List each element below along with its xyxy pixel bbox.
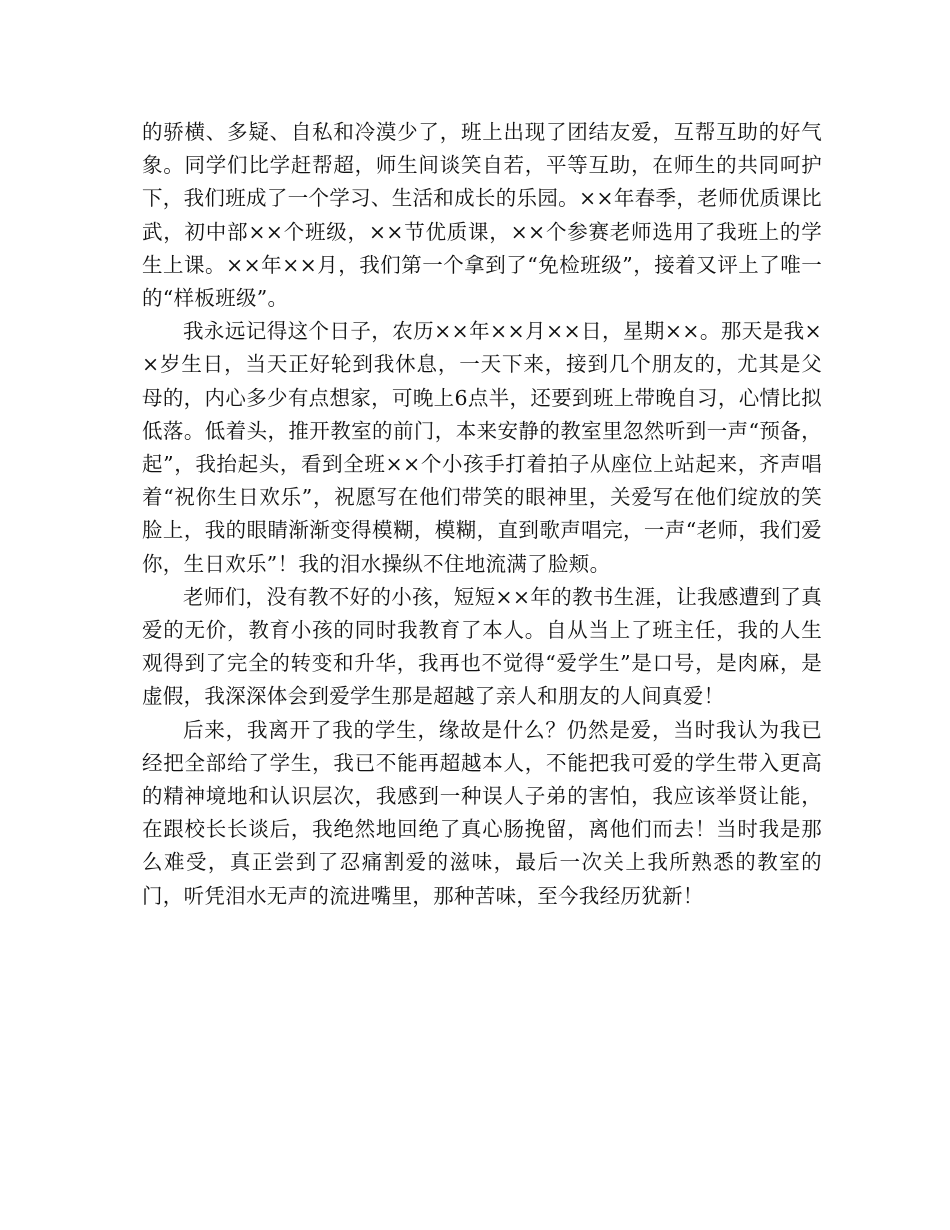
document-page xyxy=(142,116,822,913)
paragraph-2: 我永远记得这个日子，农历××年××月××日，星期××。那天是我××岁生日，当天正好轮到我休息，一天下来，接到几个朋友的，尤其是父母的，内心多少有点想家，可晚上6点半，还要到班上带晚自习，心情比拟低落。低着头，推开教室的前门，本来安静的教室里忽然听到一声“预备，起”，我抬起头，看到全班××个小孩手打着拍子从座位上站起来，齐声唱着“祝你生日欢乐”，祝愿写在他们带笑的眼神里，关爱写在他们绽放的笑脸上，我的眼睛渐渐变得模糊，模糊，直到歌声唱完，一声“老师，我们爱你，生日欢乐”！我的泪水操纵不住地流满了脸颊。 xyxy=(142,319,822,576)
paragraph-4: 后来，我离开了我的学生，缘故是什么？仍然是爱，当时我认为我已经把全部给了学生，我已不能再超越本人，不能把我可爱的学生带入更高的精神境地和认识层次，我感到一种误人子弟的害怕，我应该举贤让能，在跟校长长谈后，我绝然地回绝了真心肠挽留，离他们而去！当时我是那么难受，真正尝到了忍痛割爱的滋味，最后一次关上我所熟悉的教室的门，听凭泪水无声的流进嘴里，那种苦味，至今我经历犹新！ xyxy=(142,717,822,908)
paragraph-1: 的骄横、多疑、自私和冷漠少了，班上出现了团结友爱，互帮互助的好气象。同学们比学赶帮超，师生间谈笑自若，平等互助，在师生的共同呵护下，我们班成了一个学习、生活和成长的乐园。××年春季，老师优质课比武，初中部××个班级，××节优质课，××个参赛老师选用了我班上的学生上课。××年××月，我们第一个拿到了“免检班级”，接着又评上了唯一的“样板班级”。 xyxy=(142,120,822,311)
paragraph-3: 老师们，没有教不好的小孩，短短××年的教书生涯，让我感遭到了真爱的无价，教育小孩的同时我教育了本人。自从当上了班主任，我的人生观得到了完全的转变和升华，我再也不觉得“爱学生”是口号，是肉麻，是虚假，我深深体会到爱学生那是超越了亲人和朋友的人间真爱！ xyxy=(142,584,822,709)
